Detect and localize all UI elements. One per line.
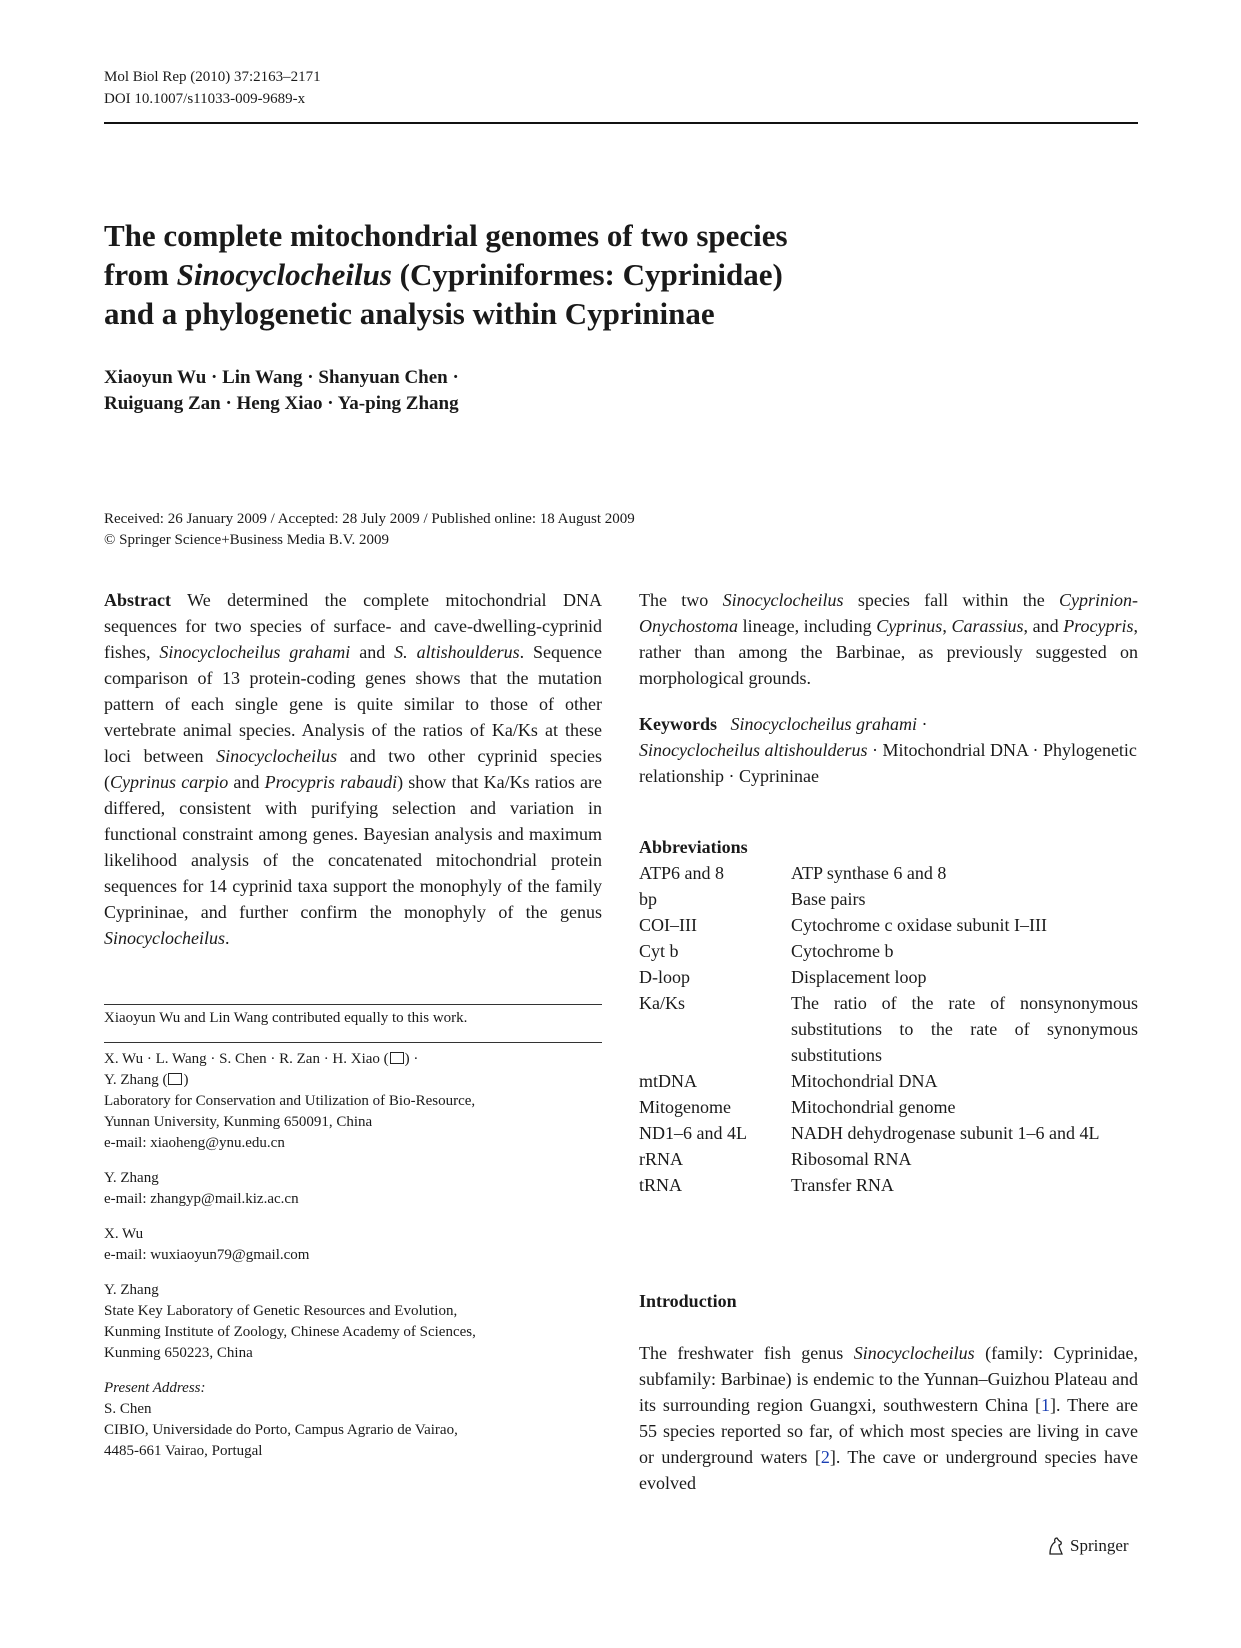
abbreviation-row [639, 886, 1138, 912]
abbreviation-definition: Base pairs [791, 889, 866, 909]
copyright-line: © Springer Science+Business Media B.V. 2009 [104, 532, 389, 548]
abbreviation-term: ATP6 and 8 [639, 863, 724, 883]
abbreviation-term: bp [639, 889, 657, 909]
doi: DOI 10.1007/s11033-009-9689-x [104, 91, 306, 107]
abstract: Abstract We determined the complete mitochondrial DNA sequences for two species of surface- and cave-dwelling-cyprinid fishes, Sinocyclocheilus grahami and S. altishoulderus. Sequence comparison of 13 protein-coding genes shows that the mutation pattern of each single gene is quite similar to those of other vertebrate animal species. Analysis of the ratios of Ka/Ks at these loci between Sinocyclocheilus and two other cyprinid species (Cyprinus carpio and Procypris rabaudi) show that Ka/Ks ratios are differed, consistent with purifying selection and variation in functional constraint among genes. Bayesian analysis and maximum likelihood analysis of the concatenated mitochondrial protein sequences for 14 cyprinid taxa support the monophyly of the family Cyprininae, and further confirm the monophyly of the genus Sinocyclocheilus. [104, 590, 603, 948]
abstract-continued: The two Sinocyclocheilus species fall within the Cyprinion-Onychostoma lineage, including Cyprinus, Carassius, and Procypris, rather than among the Barbinae, as previously suggested on morphological grounds. [639, 590, 1139, 688]
citation-link[interactable]: 2 [820, 1447, 830, 1467]
abbreviation-definition: Mitochondrial genome [791, 1097, 956, 1117]
abbreviations-list [639, 860, 1138, 1198]
email: e-mail: wuxiaoyun79@gmail.com [104, 1247, 310, 1263]
article-title [104, 216, 964, 333]
keywords: Keywords Sinocyclocheilus grahami · Sinocyclocheilus altishoulderus · Mitochondrial DNA · Phylogenetic relationship · Cyprininae [639, 714, 1137, 786]
equal-contribution-note: Xiaoyun Wu and Lin Wang contributed equally to this work. [104, 1010, 468, 1026]
abbreviation-row [639, 912, 1138, 938]
abbreviation-definition: Ribosomal RNA [791, 1149, 912, 1169]
abbreviation-term: mtDNA [639, 1071, 697, 1091]
footnote-rule [104, 1042, 602, 1043]
abbreviation-row [639, 1172, 1138, 1198]
abbreviation-term: rRNA [639, 1149, 683, 1169]
envelope-icon [168, 1073, 182, 1085]
publisher-logo: Springer [1046, 1536, 1129, 1556]
present-address-label: Present Address: [104, 1380, 206, 1396]
abbreviation-term: tRNA [639, 1175, 683, 1195]
abbreviation-definition: Cytochrome b [791, 941, 894, 961]
title-line: and a phylogenetic analysis within Cyprininae [104, 296, 715, 331]
abbreviation-term: COI–III [639, 915, 697, 935]
abstract-label: Abstract [104, 590, 171, 610]
abbreviation-row [639, 990, 1138, 1068]
abbreviations-heading: Abbreviations [639, 837, 748, 857]
abbreviation-term: D-loop [639, 967, 690, 987]
springer-horse-icon [1046, 1536, 1066, 1556]
author-list [104, 365, 459, 417]
introduction-heading: Introduction [639, 1291, 737, 1311]
abbreviation-definition: Cytochrome c oxidase subunit I–III [791, 915, 1047, 935]
abbreviation-term: Cyt b [639, 941, 679, 961]
header-rule [104, 122, 1138, 124]
email: e-mail: zhangyp@mail.kiz.ac.cn [104, 1191, 299, 1207]
abbreviation-row [639, 938, 1138, 964]
abbreviation-row [639, 1094, 1138, 1120]
abbreviation-row [639, 860, 1138, 886]
email: e-mail: xiaoheng@ynu.edu.cn [104, 1135, 285, 1151]
journal-citation: Mol Biol Rep (2010) 37:2163–2171 [104, 69, 321, 85]
author-line: Ruiguang Zan · Heng Xiao · Ya-ping Zhang [104, 393, 459, 414]
abbreviation-definition: NADH dehydrogenase subunit 1–6 and 4L [791, 1123, 1100, 1143]
title-line: The complete mitochondrial genomes of two species [104, 218, 788, 253]
keywords-label: Keywords [639, 714, 717, 734]
affiliations: X. Wu · L. Wang · S. Chen · R. Zan · H. Xiao ( ) · Y. Zhang ( ) Laboratory for Conservation and Utilization of Bio-Resource, Yunnan University, Kunming 650091, China e-mail: xiaoheng@ynu.edu.cn Y. Zhang e-mail: zhangyp@mail.kiz.ac.cn X. Wu e-mail: wuxiaoyun79@gmail.com Y. Zhang State Key Laboratory of Genetic Resources and Evolution, Kunming Institute of Zoology, Chinese Academy of Sciences, Kunming 650223, China Present Address: S. Chen CIBIO, Universidade do Porto, Campus Agrario de Vairao, 4485-661 Vairao, Portugal [104, 1051, 476, 1459]
abbreviation-definition: The ratio of the rate of nonsynonymous substitutions to the rate of synonymous substitutions [791, 993, 1138, 1065]
abbreviation-row [639, 1146, 1138, 1172]
publication-dates [104, 509, 635, 551]
envelope-icon [390, 1052, 404, 1064]
abbreviation-term: Mitogenome [639, 1097, 731, 1117]
abbreviation-row [639, 1068, 1138, 1094]
dates-line: Received: 26 January 2009 / Accepted: 28 July 2009 / Published online: 18 August 2009 [104, 511, 635, 527]
abbreviation-row [639, 964, 1138, 990]
abbreviation-definition: Displacement loop [791, 967, 927, 987]
abbreviation-row [639, 1120, 1138, 1146]
abbreviation-definition: ATP synthase 6 and 8 [791, 863, 947, 883]
footnote-rule [104, 1004, 602, 1005]
citation-link[interactable]: 1 [1041, 1395, 1051, 1415]
abbreviation-term: Ka/Ks [639, 993, 685, 1013]
abbreviation-term: ND1–6 and 4L [639, 1123, 747, 1143]
abbreviation-definition: Mitochondrial DNA [791, 1071, 938, 1091]
introduction-text: The freshwater fish genus Sinocyclocheilus (family: Cyprinidae, subfamily: Barbinae) is endemic to the Yunnan–Guizhou Plateau and its surrounding region Guangxi, southwestern China [1]. There are 55 species reported so far, of which most species are living in cave or underground waters [2]. The cave or underground species have evolved [639, 1343, 1138, 1493]
title-line: from Sinocyclocheilus (Cypriniformes: Cyprinidae) [104, 257, 783, 292]
author-line: Xiaoyun Wu · Lin Wang · Shanyuan Chen · [104, 367, 459, 388]
abbreviation-definition: Transfer RNA [791, 1175, 894, 1195]
running-header [104, 66, 321, 110]
